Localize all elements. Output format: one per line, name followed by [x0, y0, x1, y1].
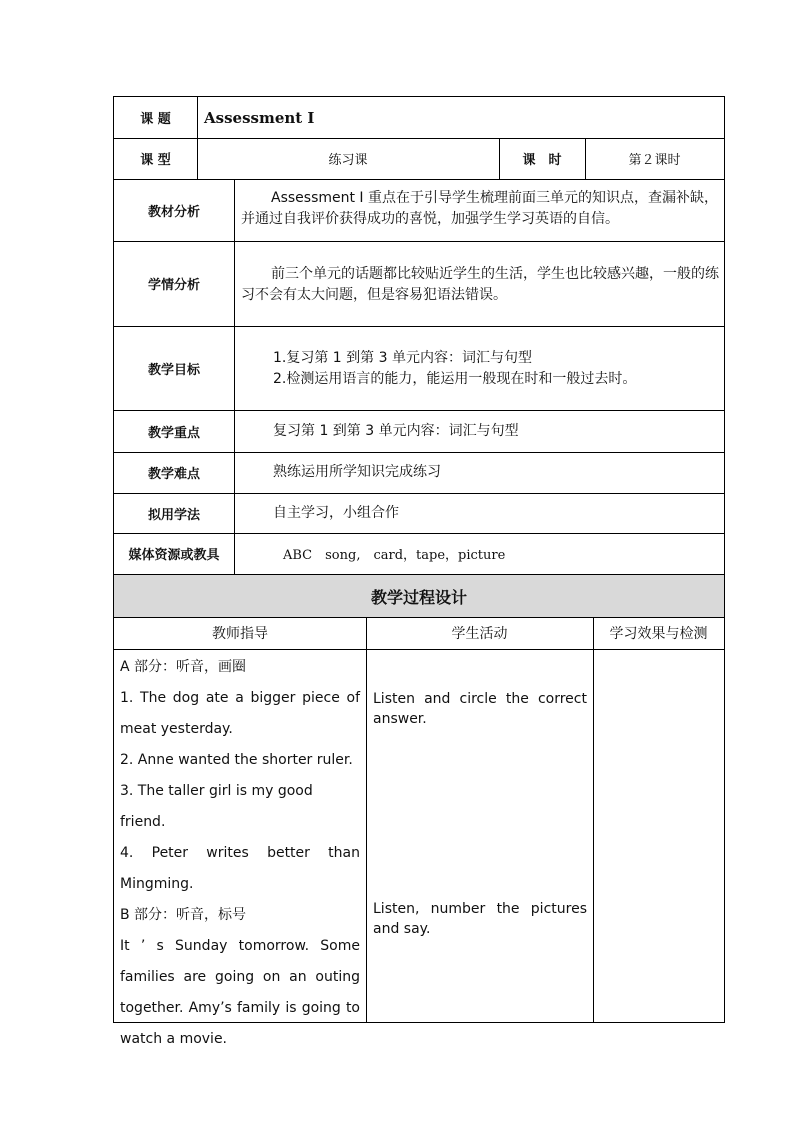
col-divider	[197, 97, 198, 138]
method-text: 自主学习，小组合作	[273, 504, 399, 521]
key-label: 教学重点	[147, 425, 200, 441]
col-divider	[234, 179, 235, 574]
students-label: 学情分析	[147, 278, 200, 293]
part-a-item-4: 4. Peter writes better than Mingming.	[120, 845, 360, 892]
material-label: 教材分析	[147, 204, 200, 220]
teacher-content	[120, 652, 360, 1055]
media-text: ABC song, card，tape，picture	[283, 548, 506, 563]
part-b-title: B 部分：听音，标号	[120, 907, 247, 923]
difficulty-text: 熟练运用所学知识完成练习	[273, 464, 441, 480]
media-label: 媒体资源或教具	[128, 548, 220, 563]
col-divider	[366, 617, 367, 1022]
difficulty-label: 教学难点	[147, 467, 200, 482]
lesson-plan-table	[113, 96, 725, 1047]
period-label: 课 时	[522, 153, 562, 168]
row-divider	[114, 649, 724, 650]
period-value: 第２课时	[628, 153, 681, 168]
goals-label: 教学目标	[147, 362, 200, 378]
goals-line-2: 2.检测运用语言的能力，能运用一般现在时和一般过去时。	[273, 371, 637, 387]
goals-line-1: 1.复习第 1 到第 3 单元内容：词汇与句型	[273, 350, 532, 366]
part-a-title: A 部分：听音，画圈	[120, 659, 247, 675]
part-b-text: It ’ s Sunday tomorrow. Some families are going on an outing together. Amy’s family is going to watch a movie.	[120, 938, 360, 1047]
goals-text	[273, 348, 713, 390]
type-value: 练习课	[328, 153, 368, 168]
col-student-header: 学生活动	[451, 626, 508, 642]
col-divider	[593, 617, 594, 1022]
key-text: 复习第 1 到第 3 单元内容：词汇与句型	[273, 422, 519, 439]
type-label: 课 型	[140, 153, 171, 168]
activity-a: Listen and circle the correct answer.	[373, 691, 587, 727]
part-a-item-3: 3. The taller girl is my good friend.	[120, 783, 313, 830]
topic-value: Assessment I	[204, 108, 315, 127]
part-a-item-1: 1. The dog ate a bigger piece of meat yesterday.	[120, 690, 360, 737]
students-text: 前三个单元的话题都比较贴近学生的生活，学生也比较感兴趣，一般的练习不会有太大问题，但是容易犯语法错误。	[241, 266, 719, 303]
col-teacher-header: 教师指导	[212, 626, 268, 642]
process-title: 教学过程设计	[114, 575, 724, 617]
material-text: Assessment I 重点在于引导学生梳理前面三单元的知识点，查漏补缺，并通过自我评价获得成功的喜悦，加强学生学习英语的自信。	[241, 190, 719, 227]
activity-b: Listen, number the pictures and say.	[373, 901, 587, 937]
col-effect-header: 学习效果与检测	[609, 626, 708, 642]
method-label: 拟用学法	[147, 507, 200, 523]
part-a-item-2: 2. Anne wanted the shorter ruler.	[120, 752, 353, 768]
topic-label: 课 题	[140, 112, 171, 127]
